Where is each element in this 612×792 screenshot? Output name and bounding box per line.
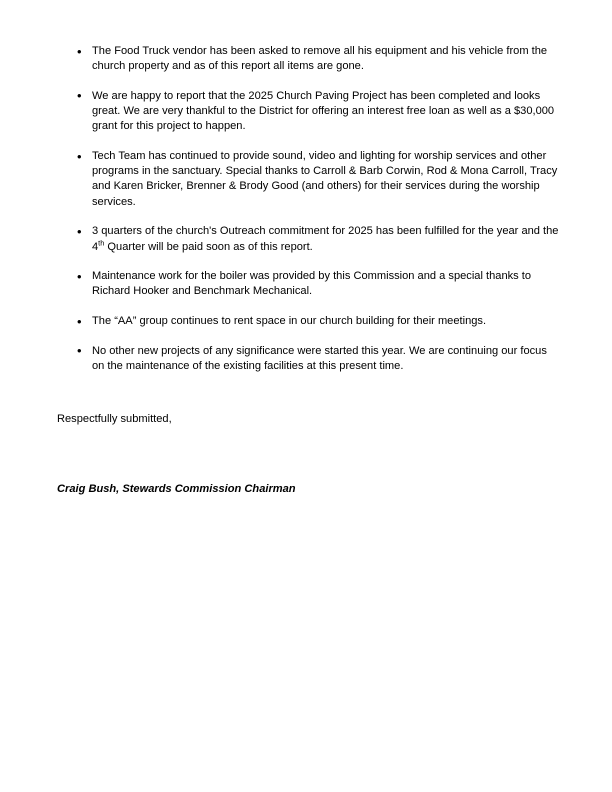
- bullet-icon: •: [77, 223, 82, 239]
- list-item-text: No other new projects of any significance were started this year. We are continuing our focus on the maintenance of the existing facilities at this present time.: [92, 344, 547, 373]
- list-item: [57, 314, 562, 329]
- list-item-text-after-superscript: Quarter will be paid soon as of this report.: [104, 240, 313, 253]
- list-item: [57, 224, 562, 254]
- list-item-text: Tech Team has continued to provide sound, video and lighting for worship services and other programs in the sanctuary. Special thanks to Carroll & Barb Corwin, Rod & Mona Carroll, Tracy and Karen Bricker, Brenner & Brody Good (and others) for their services during the worship services.: [92, 150, 558, 208]
- list-item: [57, 89, 562, 135]
- bullet-icon: •: [77, 343, 82, 359]
- bullet-icon: •: [77, 268, 82, 284]
- list-item: [57, 149, 562, 210]
- bullet-icon: •: [77, 43, 82, 59]
- closing-line: Respectfully submitted,: [57, 413, 172, 425]
- list-item-text: We are happy to report that the 2025 Church Paving Project has been completed and looks great. We are very thankful to the District for offering an interest free loan as well as a $30,000 grant for this project to happen.: [92, 89, 555, 133]
- list-item-text: The Food Truck vendor has been asked to remove all his equipment and his vehicle from the church property and as of this report all items are gone.: [92, 45, 548, 73]
- bullet-icon: •: [77, 313, 82, 329]
- list-item-text-before-superscript: 3 quarters of the church's Outreach commitment for 2025 has been fulfilled for the year and the 4: [92, 225, 559, 253]
- list-item-text: The “AA” group continues to rent space in our church building for their meetings.: [92, 315, 487, 328]
- list-item: [57, 344, 562, 374]
- bullet-list: [57, 44, 562, 374]
- bullet-icon: •: [77, 148, 82, 164]
- bullet-icon: •: [77, 88, 82, 104]
- list-item-text: Maintenance work for the boiler was provided by this Commission and a special thanks to Richard Hooker and Benchmark Mechanical.: [92, 270, 532, 298]
- list-item: [57, 269, 562, 299]
- list-item: [57, 44, 562, 74]
- report-body: [57, 44, 562, 389]
- signature-line: Craig Bush, Stewards Commission Chairman: [57, 483, 296, 495]
- ordinal-superscript: th: [98, 237, 105, 247]
